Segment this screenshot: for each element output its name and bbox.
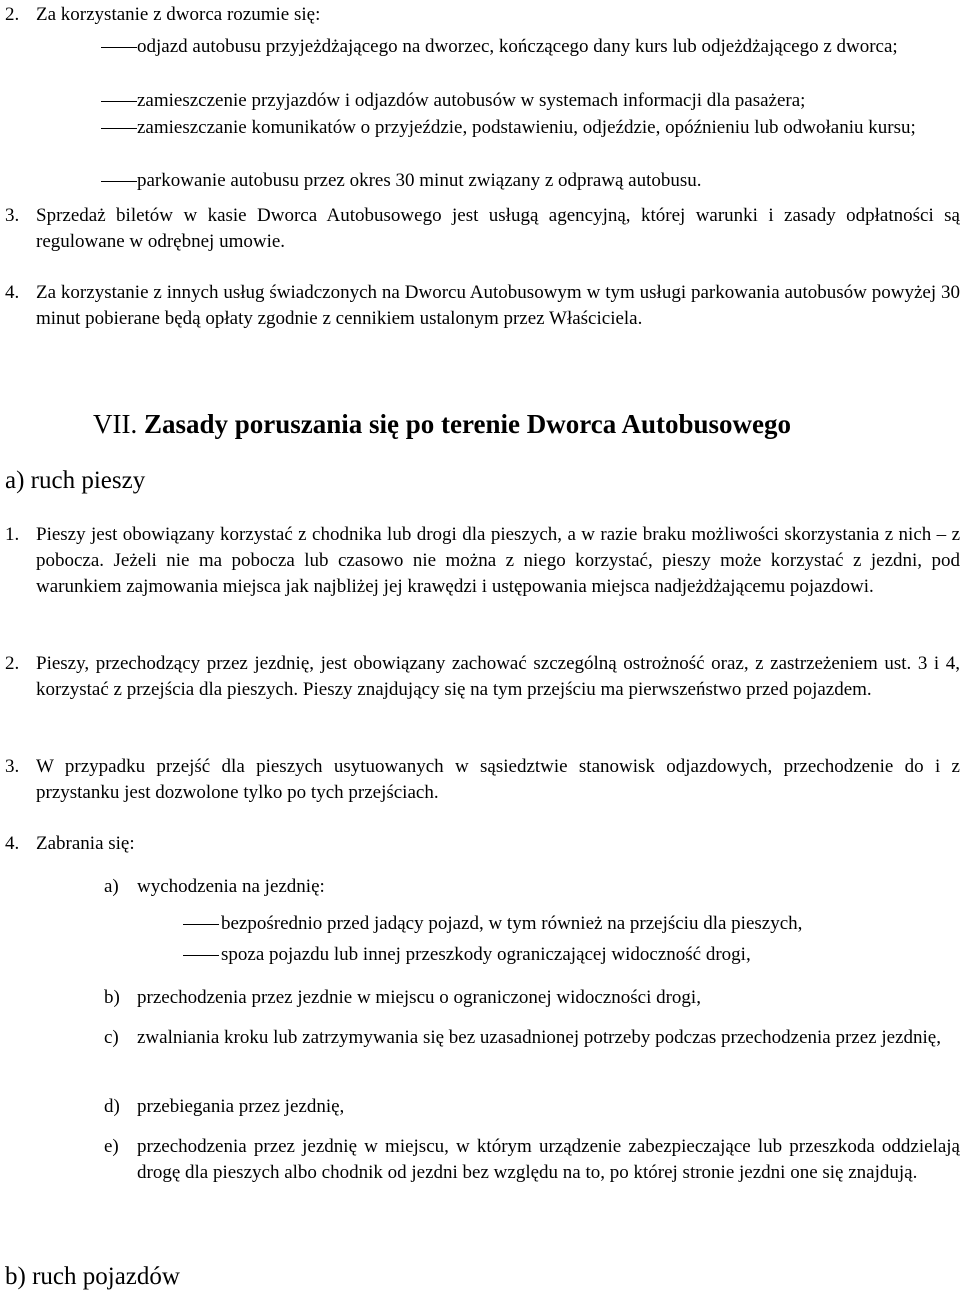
- prohibition-text: przechodzenia przez jezdnię w miejscu, w którym urządzenie zabezpieczające lub przeszkoda oddzielają drogę dla pieszych albo chodnik od jezdni bez względu na to, po której stronie jezdni one się znajdują.: [137, 1136, 960, 1183]
- dash-bullet: [183, 955, 219, 956]
- list-item-text: odjazd autobusu przyjeżdżającego na dworzec, kończącego dany kurs lub odjeżdżającego z dworca;: [137, 36, 898, 57]
- prohibition-letter: d): [104, 1096, 120, 1117]
- subheading-vehicles: b) ruch pojazdów: [5, 1263, 180, 1290]
- paragraph-3-number: 3.: [5, 756, 20, 777]
- prohibition-letter: c): [104, 1027, 119, 1048]
- prohibition-letter: b): [104, 987, 120, 1008]
- prohibition-text: przebiegania przez jezdnię,: [137, 1096, 345, 1117]
- list-item-text: zamieszczanie komunikatów o przyjeździe, podstawieniu, odjeździe, opóźnieniu lub odwołaniu kursu;: [137, 117, 916, 138]
- section-2-number: 2.: [5, 4, 20, 25]
- list-item-text: bezpośrednio przed jadący pojazd, w tym również na przejściu dla pieszych,: [221, 913, 803, 934]
- prohibition-letter: a): [104, 876, 119, 897]
- prohibition-text: wychodzenia na jezdnię:: [137, 876, 325, 897]
- dash-bullet: [101, 47, 137, 48]
- chapter-title: Zasady poruszania się po terenie Dworca Autobusowego: [143, 409, 792, 439]
- dash-bullet: [101, 101, 137, 102]
- dash-bullet: [101, 128, 137, 129]
- paragraph-3-text: W przypadku przejść dla pieszych usytuowanych w sąsiedztwie stanowisk odjazdowych, przechodzenie do i z przystanku jest dozwolone tylko po tych przejściach.: [36, 756, 960, 803]
- list-item-text: spoza pojazdu lub innej przeszkody ograniczającej widoczność drogi,: [221, 944, 751, 965]
- list-item-text: parkowanie autobusu przez okres 30 minut związany z odprawą autobusu.: [137, 170, 702, 191]
- dash-bullet: [101, 181, 137, 182]
- section-3-number: 3.: [5, 205, 20, 226]
- paragraph-2-number: 2.: [5, 653, 20, 674]
- paragraph-4-number: 4.: [5, 833, 20, 854]
- chapter-heading: [93, 408, 791, 440]
- paragraph-4-text: Zabrania się:: [36, 833, 135, 854]
- subheading-pedestrian: a) ruch pieszy: [5, 467, 146, 494]
- prohibition-text: zwalniania kroku lub zatrzymywania się bez uzasadnionej potrzeby podczas przechodzenia przez jezdnię,: [137, 1027, 941, 1048]
- chapter-number: VII.: [93, 409, 138, 439]
- section-2-text: Za korzystanie z dworca rozumie się:: [36, 4, 321, 25]
- paragraph-2-text: Pieszy, przechodzący przez jezdnię, jest obowiązany zachować szczególną ostrożność oraz, z zastrzeżeniem ust. 3 i 4, korzystać z przejścia dla pieszych. Pieszy znajdujący się na tym przejściu ma pierwszeństwo przed pojazdem.: [36, 653, 960, 700]
- section-4-text: Za korzystanie z innych usług świadczonych na Dworcu Autobusowym w tym usługi parkowania autobusów powyżej 30 minut pobierane będą opłaty zgodnie z cennikiem ustalonym przez Właściciela.: [36, 282, 960, 329]
- list-item-text: zamieszczenie przyjazdów i odjazdów autobusów w systemach informacji dla pasażera;: [137, 90, 806, 111]
- section-4-number: 4.: [5, 282, 20, 303]
- paragraph-1-text: Pieszy jest obowiązany korzystać z chodnika lub drogi dla pieszych, a w razie braku możliwości skorzystania z nich – z pobocza. Jeżeli nie ma pobocza lub czasowo nie można z niego korzystać, pieszy może korzystać z jezdni, pod warunkiem zajmowania miejsca jak najbliżej jej krawędzi i ustępowania miejsca nadjeżdżającemu pojazdowi.: [36, 524, 960, 597]
- prohibition-letter: e): [104, 1136, 119, 1157]
- prohibition-text: przechodzenia przez jezdnie w miejscu o ograniczonej widoczności drogi,: [137, 987, 701, 1008]
- section-3-text: Sprzedaż biletów w kasie Dworca Autobusowego jest usługą agencyjną, której warunki i zasady odpłatności są regulowane w odrębnej umowie.: [36, 205, 960, 252]
- paragraph-1-number: 1.: [5, 524, 20, 545]
- dash-bullet: [183, 924, 219, 925]
